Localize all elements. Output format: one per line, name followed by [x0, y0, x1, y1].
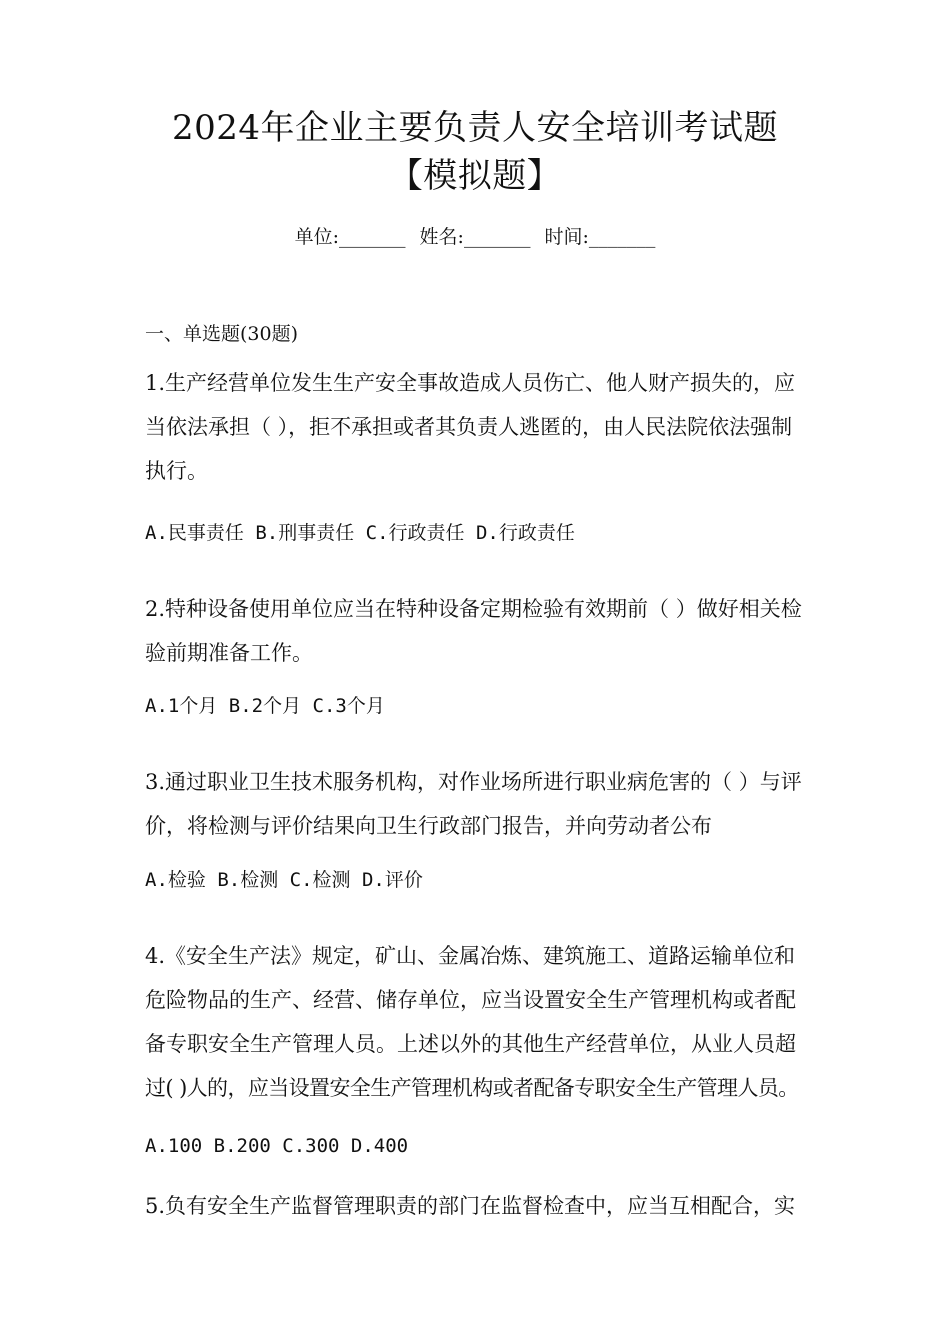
document-title: 2024年企业主要负责人安全培训考试题 [171, 108, 779, 148]
question-line: 验前期准备工作。 [145, 641, 313, 665]
question-5 [145, 1184, 835, 1228]
question-1 [145, 361, 835, 493]
section-title: 一、单选题(30题) [145, 323, 299, 345]
question-line: 价，将检测与评价结果向卫生行政部门报告，并向劳动者公布 [145, 814, 712, 838]
question-2-options: A.1个月 B.2个月 C.3个月 [145, 695, 385, 717]
question-3-options: A.检验 B.检测 C.检测 D.评价 [145, 869, 423, 891]
unit-field: 单位:_______ [294, 226, 406, 248]
name-field: 姓名:_______ [419, 226, 531, 248]
question-line: 过( )人的，应当设置安全生产管理机构或者配备专职安全生产管理人员。 [145, 1076, 799, 1100]
document-subtitle: 【模拟题】 [388, 156, 562, 196]
info-line [0, 224, 950, 250]
question-1-options: A.民事责任 B.刑事责任 C.行政责任 D.行政责任 [145, 522, 575, 544]
question-line: 4.《安全生产法》规定，矿山、金属冶炼、建筑施工、道路运输单位和 [145, 944, 796, 968]
question-line: 执行。 [145, 459, 208, 483]
question-4-options: A.100 B.200 C.300 D.400 [145, 1135, 409, 1157]
question-line: 1.生产经营单位发生生产安全事故造成人员伤亡、他人财产损失的，应 [145, 371, 796, 395]
question-line: 2.特种设备使用单位应当在特种设备定期检验有效期前（ ）做好相关检 [145, 597, 802, 621]
question-4 [145, 934, 835, 1110]
question-line: 备专职安全生产管理人员。上述以外的其他生产经营单位，从业人员超 [145, 1032, 796, 1056]
question-3 [145, 760, 835, 848]
question-line: 当依法承担（ ），拒不承担或者其负责人逃匿的，由人民法院依法强制 [145, 415, 793, 439]
question-2 [145, 587, 835, 675]
question-line: 5.负有安全生产监督管理职责的部门在监督检查中，应当互相配合，实 [145, 1194, 796, 1218]
time-field: 时间:_______ [544, 226, 656, 248]
question-line: 危险物品的生产、经营、储存单位，应当设置安全生产管理机构或者配 [145, 988, 796, 1012]
question-line: 3.通过职业卫生技术服务机构，对作业场所进行职业病危害的（ ）与评 [145, 770, 802, 794]
